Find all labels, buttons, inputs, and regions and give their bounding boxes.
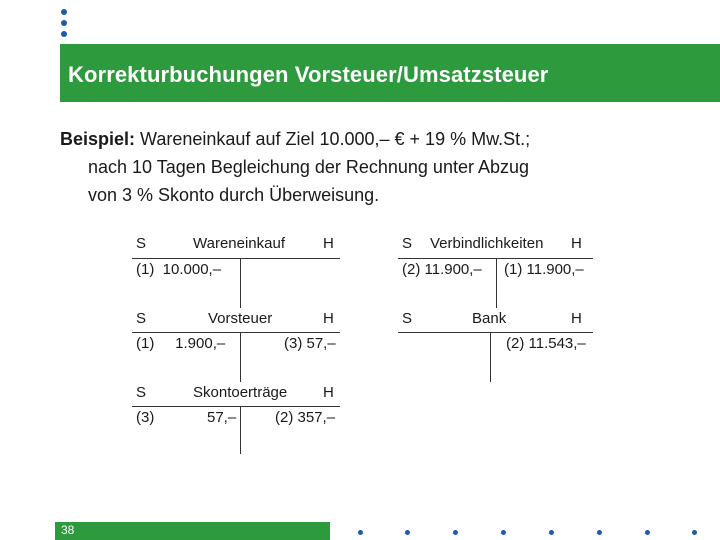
example-line-1-text: Wareneinkauf auf Ziel 10.000,– € + 19 % Mw.St.; xyxy=(140,129,531,149)
dot-icon xyxy=(645,530,650,535)
t-account-name: Verbindlichkeiten xyxy=(430,235,544,252)
t-account-name: Skontoerträge xyxy=(193,384,288,401)
dot-icon xyxy=(358,530,363,535)
t-account-debit-entry: (1) 1.900,– xyxy=(136,335,226,352)
t-account-debit-label: S xyxy=(136,235,147,252)
t-account-credit-entry: (2) 357,– xyxy=(275,409,336,426)
t-account-credit-entry: (2) 11.543,– xyxy=(506,335,586,352)
t-account-debit-label: S xyxy=(136,310,147,327)
t-account-credit-label: H xyxy=(571,235,582,252)
dot-icon xyxy=(549,530,554,535)
dot-icon xyxy=(405,530,410,535)
title-bar xyxy=(60,44,720,102)
t-account-rule xyxy=(132,258,340,259)
dot-icon xyxy=(597,530,602,535)
t-account-debit-entry: (2) 11.900,– xyxy=(402,261,482,278)
t-account-divider xyxy=(496,258,497,308)
t-account-debit-label: S xyxy=(402,235,413,252)
t-account-credit-label: H xyxy=(571,310,582,327)
t-account-rule xyxy=(398,332,593,333)
example-label: Beispiel: xyxy=(60,129,136,149)
t-account-credit-label: H xyxy=(323,384,334,401)
t-account-divider xyxy=(240,258,241,308)
slide-title: Korrekturbuchungen Vorsteuer/Umsatzsteuer xyxy=(68,62,549,87)
t-account-debit-value: 57,– xyxy=(207,409,237,426)
example-line-3: von 3 % Skonto durch Überweisung. xyxy=(88,185,380,205)
example-text xyxy=(60,125,700,209)
t-account-name: Wareneinkauf xyxy=(193,235,285,252)
dot-icon xyxy=(61,20,67,26)
t-account-credit-label: H xyxy=(323,310,334,327)
t-account-credit-entry: (3) 57,– xyxy=(284,335,336,352)
t-account-rule xyxy=(132,332,340,333)
t-account-divider xyxy=(490,332,491,382)
dot-icon xyxy=(61,31,67,37)
dot-icon xyxy=(453,530,458,535)
t-account-debit-entry: (3) xyxy=(136,409,155,426)
t-account-debit-entry: (1) 10.000,– xyxy=(136,261,222,278)
t-account-debit-label: S xyxy=(136,384,147,401)
t-account-name: Bank xyxy=(472,310,507,327)
t-account-rule xyxy=(132,406,340,407)
footer-bar xyxy=(55,522,330,540)
t-account-name: Vorsteuer xyxy=(208,310,273,327)
dot-icon xyxy=(692,530,697,535)
t-account-divider xyxy=(240,406,241,454)
decorative-dots xyxy=(61,9,69,42)
t-account-divider xyxy=(240,332,241,382)
dot-icon xyxy=(61,9,67,15)
dot-icon xyxy=(501,530,506,535)
t-account-credit-label: H xyxy=(323,235,334,252)
example-line-1 xyxy=(60,125,700,153)
t-account-credit-entry: (1) 11.900,– xyxy=(504,261,584,278)
example-line-2: nach 10 Tagen Begleichung der Rechnung unter Abzug xyxy=(88,157,530,177)
page-number: 38 xyxy=(61,523,75,537)
t-account-debit-label: S xyxy=(402,310,413,327)
